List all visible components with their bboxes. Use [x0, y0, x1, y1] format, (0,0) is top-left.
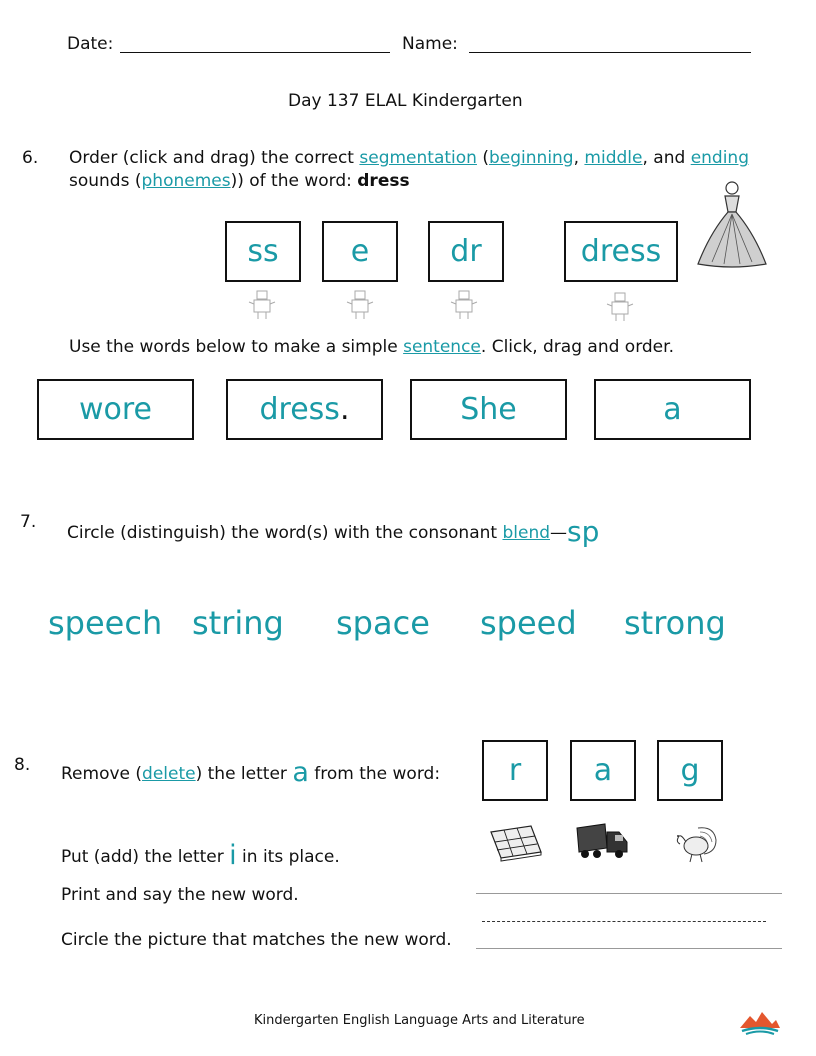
beginning-link[interactable]: beginning — [489, 148, 574, 168]
sentence-link[interactable]: sentence — [403, 337, 481, 357]
question-number-7: 7. — [20, 512, 37, 532]
robot-icon[interactable] — [605, 291, 635, 323]
q8-remove-prompt — [61, 755, 440, 786]
word-tile-dress-sentence[interactable] — [226, 379, 383, 440]
q6-text: ( — [476, 148, 489, 168]
word-tile-she[interactable]: She — [410, 379, 567, 440]
word-tile-wore[interactable]: wore — [37, 379, 194, 440]
letter-tile-g[interactable]: g — [657, 740, 723, 801]
date-line[interactable] — [120, 52, 390, 53]
add-letter: i — [229, 840, 237, 871]
q7-text: Circle (distinguish) the word(s) with the consonant — [67, 523, 503, 543]
robot-icon[interactable] — [247, 289, 277, 321]
q8-text: in its place. — [236, 847, 340, 867]
q7-prompt — [67, 512, 600, 548]
circle-instruction: Circle the picture that matches the new word. — [61, 930, 452, 950]
turkey-picture[interactable] — [670, 822, 720, 864]
q6-prompt-line1 — [69, 148, 749, 168]
word-choice-strong[interactable]: strong — [624, 604, 726, 642]
robot-icon[interactable] — [345, 289, 375, 321]
sound-tile-ss[interactable]: ss — [225, 221, 301, 282]
sentence-text: Use the words below to make a simple — [69, 337, 404, 357]
word-tile-a[interactable]: a — [594, 379, 751, 440]
truck-picture[interactable] — [575, 820, 631, 862]
middle-link[interactable]: middle — [584, 148, 643, 168]
q7-dash: — — [550, 523, 568, 543]
writing-base-line[interactable] — [476, 948, 782, 949]
word-choice-speed[interactable]: speed — [480, 604, 577, 642]
name-label: Name: — [402, 34, 458, 54]
q6-prompt-line2 — [69, 171, 410, 191]
mountain-logo-icon — [738, 1006, 782, 1036]
blend-sp: sp — [567, 515, 600, 548]
ending-link[interactable]: ending — [690, 148, 750, 168]
sentence-instruction — [69, 337, 674, 357]
writing-top-line[interactable] — [476, 893, 782, 894]
rug-picture[interactable] — [487, 822, 545, 862]
sound-tile-dr[interactable]: dr — [428, 221, 504, 282]
q6-text: )) of the word: — [230, 171, 358, 191]
q8-add-prompt — [61, 838, 340, 869]
blend-link[interactable]: blend — [502, 523, 551, 543]
phonemes-link[interactable]: phonemes — [141, 171, 231, 191]
letter-tile-a[interactable]: a — [570, 740, 636, 801]
sentence-text: . Click, drag and order. — [480, 337, 674, 357]
q6-text: , — [573, 148, 585, 168]
word-tile-dress-text: dress — [259, 392, 340, 427]
dress-picture — [692, 178, 772, 270]
word-choice-speech[interactable]: speech — [48, 604, 163, 642]
period-mark: . — [339, 392, 350, 427]
print-instruction: Print and say the new word. — [61, 885, 299, 905]
target-word: dress — [357, 171, 410, 191]
page-title: Day 137 ELAL Kindergarten — [288, 91, 523, 111]
q8-text: from the word: — [308, 764, 441, 784]
delete-link[interactable]: delete — [142, 764, 196, 784]
word-choice-string[interactable]: string — [192, 604, 284, 642]
writing-mid-line[interactable] — [482, 921, 766, 922]
q6-text: , and — [642, 148, 691, 168]
q8-text: ) the letter — [195, 764, 293, 784]
question-number-8: 8. — [14, 755, 31, 775]
robot-icon[interactable] — [449, 289, 479, 321]
q8-text: Put (add) the letter — [61, 847, 230, 867]
question-number-6: 6. — [22, 148, 39, 168]
sound-tile-e[interactable]: e — [322, 221, 398, 282]
name-line[interactable] — [469, 52, 751, 53]
footer-text: Kindergarten English Language Arts and Literature — [254, 1013, 585, 1028]
date-label: Date: — [67, 34, 114, 54]
letter-tile-r[interactable]: r — [482, 740, 548, 801]
q6-text: sounds ( — [69, 171, 142, 191]
word-choice-space[interactable]: space — [336, 604, 430, 642]
remove-letter: a — [292, 757, 309, 788]
q8-text: Remove ( — [61, 764, 143, 784]
word-tile-dress[interactable]: dress — [564, 221, 678, 282]
segmentation-link[interactable]: segmentation — [359, 148, 477, 168]
q6-text: Order (click and drag) the correct — [69, 148, 360, 168]
